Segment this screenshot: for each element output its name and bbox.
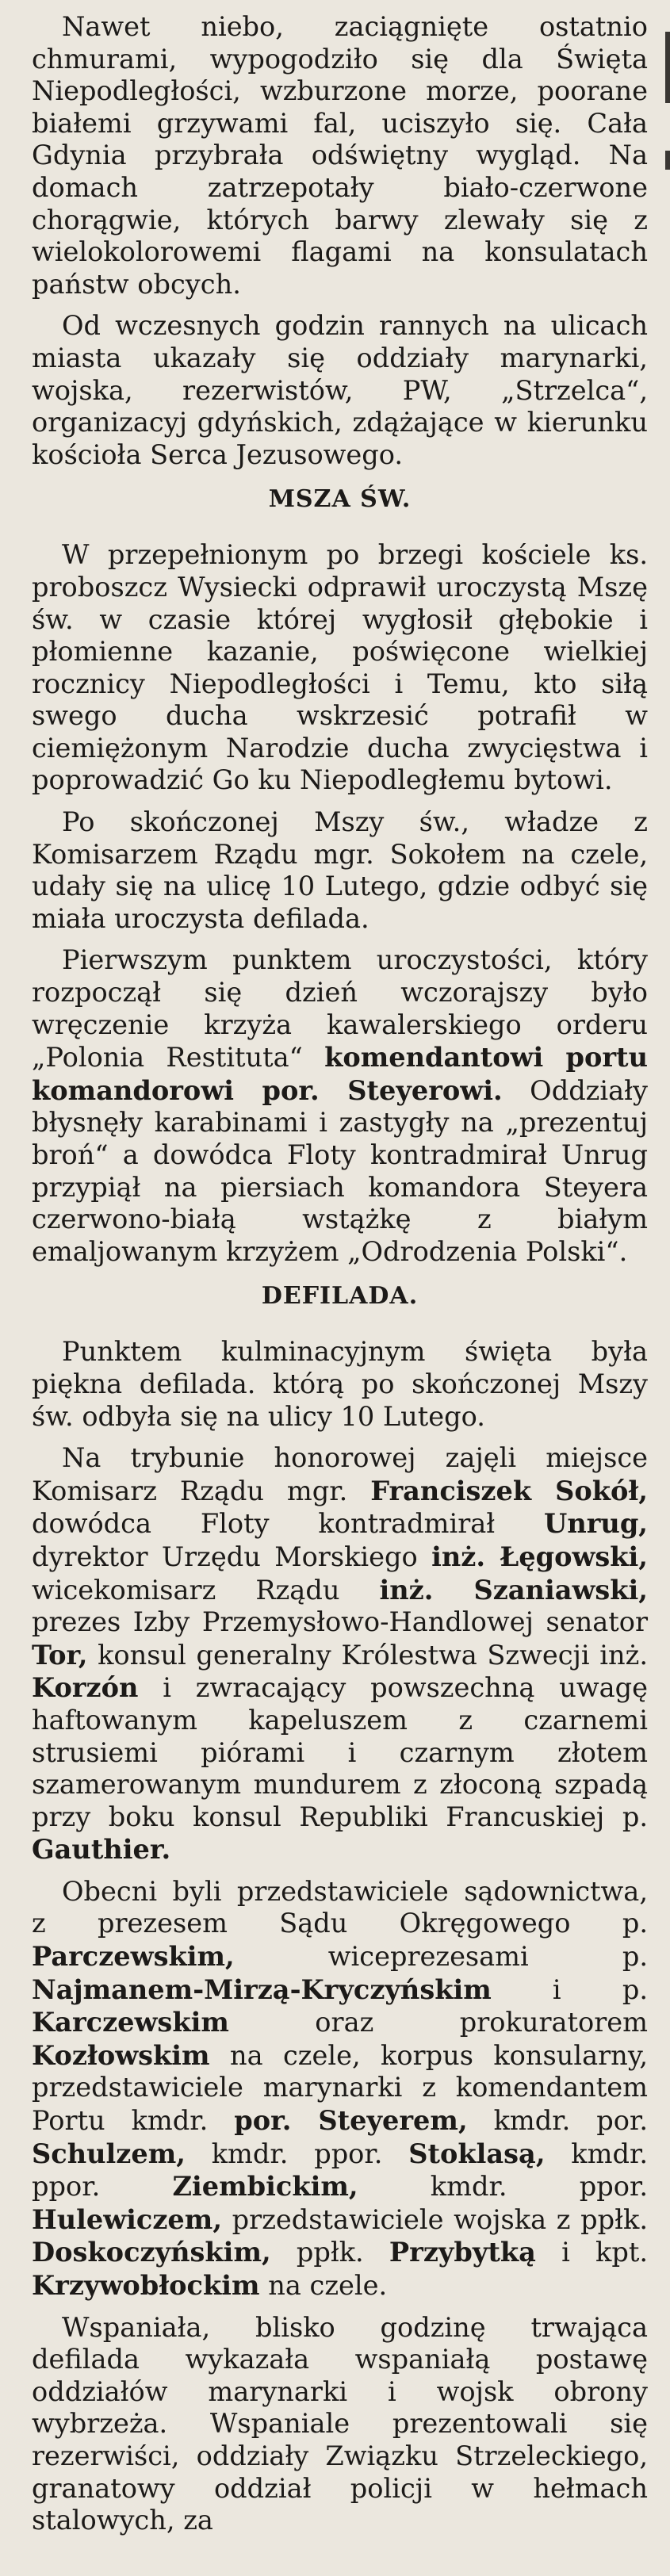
text-run: Oddziały błysnęły karabinami i zastygły na „prezentuj broń“ a dowódca Floty kontradmirał Unrug przypiął na piersiach komandora Steyera czerwono-białą wstążkę z białym emaljowanym krzyżem „Odrodzenia Polski“. — [32, 1074, 648, 1267]
scan-edge-mark — [665, 151, 670, 170]
bold-run: Unrug, — [544, 1507, 648, 1540]
paragraph-parade-intro: Punktem kulminacyjnym święta była piękna defilada. którą po skończonej Mszy św. odbyła się na ulicy 10 Lutego. — [32, 1336, 648, 1432]
paragraph-morning-units: Od wczesnych godzin rannych na ulicach miasta ukazały się oddziały marynarki, wojska, rezerwistów, PW, „Strzelca“, organizacyj gdyńskich, zdążające w kierunku kościoła Serca Jezusowego. — [32, 310, 648, 470]
text-run: wicekomisarz Rządu — [32, 1574, 380, 1606]
text-run: kmdr. ppor. — [358, 2171, 648, 2203]
bold-run: Krzywobłockim — [32, 2269, 260, 2301]
scan-edge-mark — [665, 32, 670, 103]
text-run: Pierwszym punktem uroczystości, który rozpoczął się dzień wczorajszy było wręczenie krzyża kawalerskiego orderu „Polonia Restituta“ — [32, 944, 648, 1074]
paragraph-honor-tribune — [32, 1442, 648, 1866]
paragraph-parade-description: Wspaniała, blisko godzinę trwająca defilada wykazała wspaniałą postawę oddziałów marynarki i wojsk obrony wybrzeża. Wspaniale prezentowali się rezerwiści, oddziały Związku Strzeleckiego, granatowy oddział policji w hełmach stalowych, za — [32, 2311, 648, 2536]
bold-run: Tor, — [32, 1638, 88, 1671]
text-run: konsul generalny Królestwa Szwecji inż. — [87, 1639, 648, 1671]
bold-run: Stoklasą, — [408, 2137, 546, 2169]
bold-run: Korzón — [32, 1671, 139, 1704]
paragraph-after-mass: Po skończonej Mszy św., władze z Komisarzem Rządu mgr. Sokołem na czele, udały się na ulicę 10 Lutego, gdzie odbyć się miała uroczysta defilada. — [32, 806, 648, 934]
text-run: prezes Izby Przemysłowo-Handlowej senator — [32, 1606, 648, 1638]
paragraph-order-award — [32, 944, 648, 1268]
paragraph-intro: Nawet niebo, zaciągnięte ostatnio chmurami, wypogodziło się dla Święta Niepodległości, wzburzone morze, poorane białemi grzywami fal, uciszyło się. Cała Gdynia przybrała odświętny wygląd. Na domach zatrzepotały biało-czerwone chorągwie, których barwy zlewały się z wielokolorowemi flagami na konsulatach państw obcych. — [32, 11, 648, 300]
text-run: i kpt. — [535, 2237, 648, 2268]
bold-run: Kozłowskim — [32, 2038, 210, 2071]
bold-run: Najmanem-Mirzą-Kryczyńskim — [32, 1973, 492, 2005]
bold-run: komendantowi portu komandorowi por. Steyerowi. — [32, 1041, 648, 1106]
section-heading-parade: DEFILADA. — [261, 1282, 419, 1311]
bold-run: inż. Szaniawski, — [379, 1573, 648, 1606]
text-run: przedstawiciele wojska z ppłk. — [222, 2203, 648, 2235]
text-run: i zwracający powszechną uwagę haftowanym kapeluszem z czarnemi strusiemi piórami i czarnym złotem szamerowanym mundurem z złoconą szpadą przy boku konsul Republiki Francuskiej p. — [32, 1672, 648, 1832]
text-run: ppłk. — [270, 2237, 389, 2268]
text-run: oraz prokuratorem — [228, 2007, 648, 2038]
section-heading-mass: MSZA ŚW. — [268, 485, 412, 514]
bold-run: Schulzem, — [32, 2137, 186, 2169]
bold-run: Przybytką — [389, 2236, 536, 2268]
bold-run: Hulewiczem, — [32, 2203, 223, 2235]
bold-run: Karczewskim — [32, 2006, 229, 2038]
text-run: kmdr. ppor. — [32, 2138, 649, 2203]
text-run: dyrektor Urzędu Morskiego — [32, 1541, 432, 1572]
text-run: i p. — [491, 1973, 648, 2005]
bold-run: Gauthier. — [32, 1833, 171, 1866]
bold-run: por. Steyerem, — [234, 2104, 468, 2137]
text-run: kmdr. ppor. — [185, 2138, 409, 2169]
bold-run: Ziembickim, — [172, 2170, 358, 2203]
text-run: Obecni byli przedstawiciele sądownictwa, z prezesem Sądu Okręgowego p. — [32, 1875, 648, 1939]
text-run: kmdr. por. — [467, 2105, 648, 2137]
paragraph-attendees — [32, 1876, 648, 2302]
bold-run: Doskoczyńskim, — [32, 2236, 271, 2268]
paragraph-sermon: W przepełnionym po brzegi kościele ks. proboszcz Wysiecki odprawił uroczystą Mszę św. w czasie której wygłosił głębokie i płomienne kazanie, poświęcone wielkiej rocznicy Niepodległości i Temu, kto siłą swego ducha wskrzesić potrafił w ciemiężonym Narodzie ducha zwycięstwa i poprowadzić Go ku Niepodległemu bytowi. — [32, 539, 648, 796]
text-run: wiceprezesami p. — [234, 1941, 648, 1973]
bold-run: Franciszek Sokół, — [370, 1474, 648, 1506]
text-run: Na trybunie honorowej zajęli miejsce Komisarz Rządu mgr. — [32, 1442, 648, 1506]
bold-run: Parczewskim, — [32, 1940, 235, 1973]
bold-run: inż. Łęgowski, — [431, 1540, 648, 1572]
text-run: na czele, korpus konsularny, przedstawiciele marynarki z komendantem Portu kmdr. — [32, 2039, 648, 2137]
text-run: dowódca Floty kontradmirał — [32, 1508, 545, 1540]
text-run: na czele. — [259, 2270, 388, 2301]
